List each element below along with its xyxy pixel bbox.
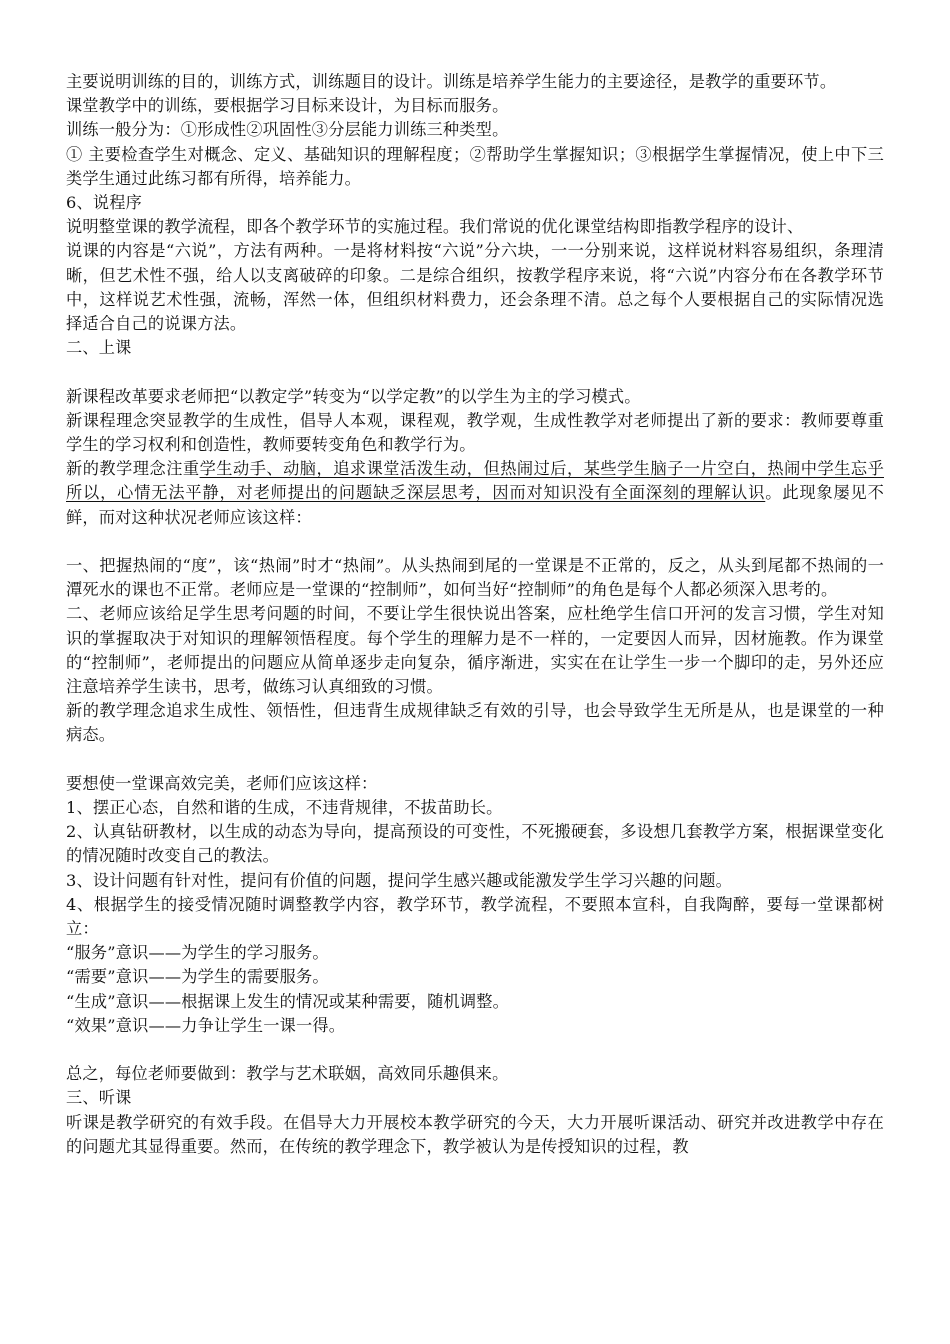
paragraph: 主要说明训练的目的，训练方式，训练题目的设计。训练是培养学生能力的主要途径，是教学的重要环节。 xyxy=(66,72,837,91)
paragraph: 听课是教学研究的有效手段。在倡导大力开展校本教学研究的今天，大力开展听课活动、研究并改进教学中存在的问题尤其显得重要。然而，在传统的教学理念下，教学被认为是传授知识的过程，教 xyxy=(66,1112,884,1156)
list-item: “效果”意识——力争让学生一课一得。 xyxy=(66,1015,346,1035)
blank-line xyxy=(66,1038,884,1062)
list-item: “服务”意识——为学生的学习服务。 xyxy=(66,943,329,963)
paragraph: 要想使一堂课高效完美，老师们应该这样： xyxy=(66,773,378,793)
list-item: “生成”意识——根据课上发生的情况或某种需要，随机调整。 xyxy=(66,991,510,1011)
paragraph: 二、老师应该给足学生思考问题的时间，不要让学生很快说出答案，应杜绝学生信口开河的发言习惯，学生对知识的掌握取决于对知识的理解领悟程度。每个学生的理解力是不一样的，一定要因人而异，因材施教。作为课堂的“控制师”，老师提出的问题应从简单逐步走向复杂，循序渐进，实实在在让学生一步一个脚印的走，另外还应注意培养学生读书，思考，做练习认真细致的习惯。 xyxy=(66,604,884,697)
list-item: 2、认真钻研教材，以生成的动态为导向，提高预设的可变性，不死搬硬套，多设想几套教学方案，根据课堂变化的情况随时改变自己的教法。 xyxy=(66,822,884,866)
list-item: 4、根据学生的接受情况随时调整教学内容，教学环节，教学流程，不要照本宣科，自我陶醉，要每一堂课都树立： xyxy=(66,894,884,939)
paragraph: 说课的内容是“六说”，方法有两种。一是将材料按“六说”分六块，一一分别来说，这样说材料容易组织，条理清晰，但艺术性不强，给人以支离破碎的印象。二是综合组织，按教学程序来说，将“六说”内容分布在各教学环节中，这样说艺术性强，流畅，浑然一体，但组织材料费力，还会条理不清。总之每个人要根据自己的实际情况选择适合自己的说课方法。 xyxy=(66,241,884,334)
paragraph: 总之，每位老师要做到：教学与艺术联姻，高效同乐趣俱来。 xyxy=(66,1064,509,1084)
paragraph: 新课程理念突显教学的生成性，倡导人本观，课程观，教学观，生成性教学对老师提出了新的要求：教师要尊重学生的学习权利和创造性，教师要转变角色和教学行为。 xyxy=(66,410,884,455)
mixed-paragraph xyxy=(66,457,884,530)
section-heading: 三、听课 xyxy=(66,1088,132,1108)
paragraph: 说明整堂课的教学流程，即各个教学环节的实施过程。我们常说的优化课堂结构即指教学程序的设计、 xyxy=(66,217,804,237)
paragraph: ① 主要检查学生对概念、定义、基础知识的理解程度；②帮助学生掌握知识；③根据学生掌握情况，使上中下三类学生通过此练习都有所得，培养能力。 xyxy=(66,144,884,188)
list-item: 1、摆正心态，自然和谐的生成，不违背规律，不拔苗助长。 xyxy=(66,798,503,818)
paragraph: 一、把握热闹的“度”，该“热闹”时才“热闹”。从头热闹到尾的一堂课是不正常的，反之，从头到尾都不热闹的一潭死水的课也不正常。老师应是一堂课的“控制师”，如何当好“控制师”的角色是每个人都必须深入思考的。 xyxy=(66,556,884,600)
blank-line xyxy=(66,530,884,554)
section-heading: 6、说程序 xyxy=(66,193,143,213)
section-heading: 二、上课 xyxy=(66,338,132,358)
blank-line xyxy=(66,748,884,772)
document-body xyxy=(66,70,884,1159)
paragraph: 课堂教学中的训练，要根据学习目标来设计，为目标而服务。 xyxy=(66,96,509,116)
paragraph: 新课程改革要求老师把“以教定学”转变为“以学定教”的以学生为主的学习模式。 xyxy=(66,386,641,406)
paragraph: 训练一般分为：①形成性②巩固性③分层能力训练三种类型。 xyxy=(66,120,509,140)
paragraph: 新的教学理念追求生成性、领悟性，但违背生成规律缺乏有效的引导，也会导致学生无所是从，也是课堂的一种病态。 xyxy=(66,701,884,745)
list-item: 3、设计问题有针对性，提问有价值的问题，提问学生感兴趣或能激发学生学习兴趣的问题。 xyxy=(66,870,732,890)
underlined-text: 学生动手、动脑，追求课堂活泼生动，但热闹过后，某些学生脑子一片空白，热闹中学生忘乎所以，心情无法平静，对老师提出的问题缺乏深层思考，因而对知识没有全面深刻的理解认识 xyxy=(66,459,884,503)
blank-line xyxy=(66,360,884,384)
paragraph-text: 。此现象屡见不鲜，而对这种状况老师应该这样： xyxy=(66,483,885,527)
list-item: “需要”意识——为学生的需要服务。 xyxy=(66,967,329,987)
paragraph-text: 新的教学理念注重 xyxy=(66,459,200,479)
